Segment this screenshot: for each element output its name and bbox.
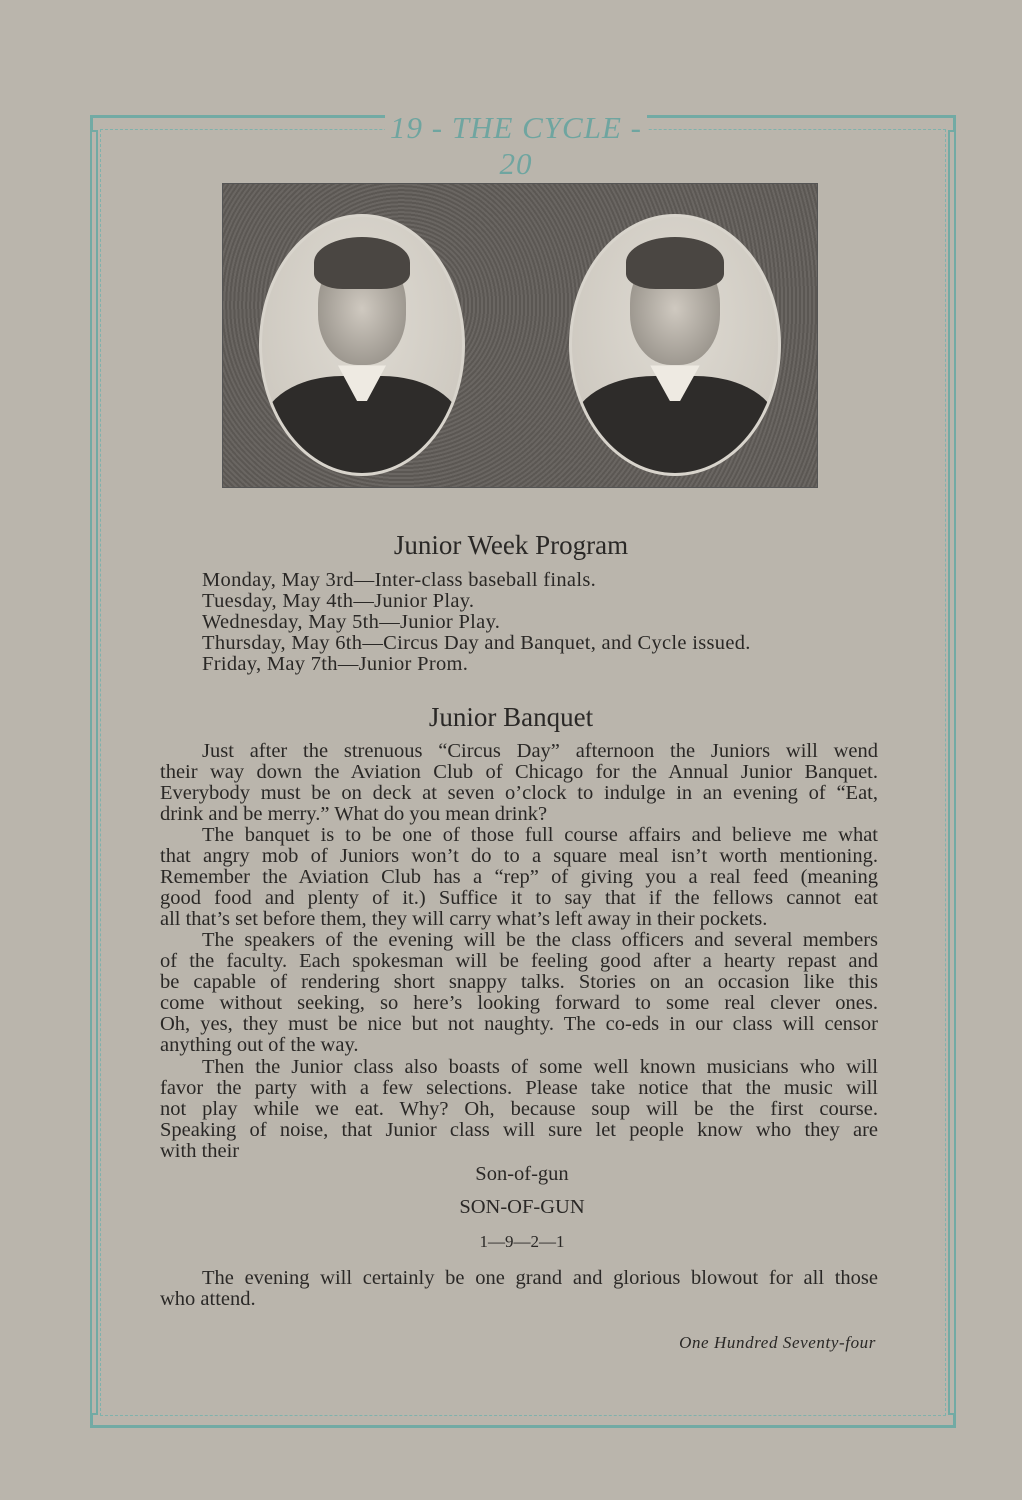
portrait-right — [569, 214, 781, 476]
running-header: 19 - THE CYCLE - 20 — [390, 110, 642, 181]
portrait-photos — [222, 183, 818, 488]
body-line: Remember the Aviation Club has a “rep” of giving you a real feed (meaning — [160, 866, 878, 888]
body-line: Everybody must be on deck at seven o’clock to indulge in an evening of “Eat, — [160, 782, 878, 804]
program-item: Tuesday, May 4th—Junior Play. — [202, 590, 475, 612]
page-number: One Hundred Seventy-four — [679, 1333, 876, 1352]
body-line: of the faculty. Each spokesman will be feeling good after a hearty repast and — [160, 950, 878, 972]
body-line: Oh, yes, they must be nice but not naughty. The co-eds in our class will censor — [160, 1013, 878, 1035]
right-border-bar — [948, 130, 956, 1415]
program-heading: Junior Week Program — [393, 530, 629, 560]
body-line: good food and plenty of it.) Suffice it to say that if the fellows cannot eat — [160, 887, 878, 909]
program-item: Monday, May 3rd—Inter-class baseball finals. — [202, 569, 597, 591]
body-line: The evening will certainly be one grand and glorious blowout for all those — [202, 1267, 878, 1289]
banquet-heading: Junior Banquet — [428, 702, 594, 732]
body-line: that angry mob of Juniors won’t do to a square meal isn’t worth mentioning. — [160, 845, 878, 867]
yell-line: SON-OF-GUN — [459, 1196, 585, 1218]
body-line: with their — [160, 1140, 240, 1162]
body-line: Then the Junior class also boasts of some well known musicians who will — [202, 1056, 878, 1078]
yell-line: Son-of-gun — [475, 1163, 569, 1185]
portrait-left — [259, 214, 465, 476]
body-line: Speaking of noise, that Junior class will sure let people know who they are — [160, 1119, 878, 1141]
body-line: not play while we eat. Why? Oh, because soup will be the first course. — [160, 1098, 878, 1120]
body-line: drink and be merry.” What do you mean drink? — [160, 803, 548, 825]
body-line: The speakers of the evening will be the class officers and several members — [202, 929, 878, 951]
body-line: The banquet is to be one of those full course affairs and believe me what — [202, 824, 878, 846]
body-line: Just after the strenuous “Circus Day” afternoon the Juniors will wend — [202, 740, 878, 762]
left-border-bar — [90, 130, 98, 1415]
body-line: who attend. — [160, 1288, 256, 1310]
body-line: be capable of rendering short snappy talks. Stories on an occasion like this — [160, 971, 878, 993]
program-item: Thursday, May 6th—Circus Day and Banquet, and Cycle issued. — [202, 632, 751, 654]
program-item: Friday, May 7th—Junior Prom. — [202, 653, 469, 675]
body-line: anything out of the way. — [160, 1034, 359, 1056]
program-item: Wednesday, May 5th—Junior Play. — [202, 611, 501, 633]
body-line: their way down the Aviation Club of Chicago for the Annual Junior Banquet. — [160, 761, 878, 783]
yell-line: 1—9—2—1 — [479, 1232, 565, 1251]
body-line: come without seeking, so here’s looking forward to some real clever ones. — [160, 992, 878, 1014]
body-line: all that’s set before them, they will carry what’s left away in their pockets. — [160, 908, 768, 930]
body-line: favor the party with a few selections. Please take notice that the music will — [160, 1077, 878, 1099]
